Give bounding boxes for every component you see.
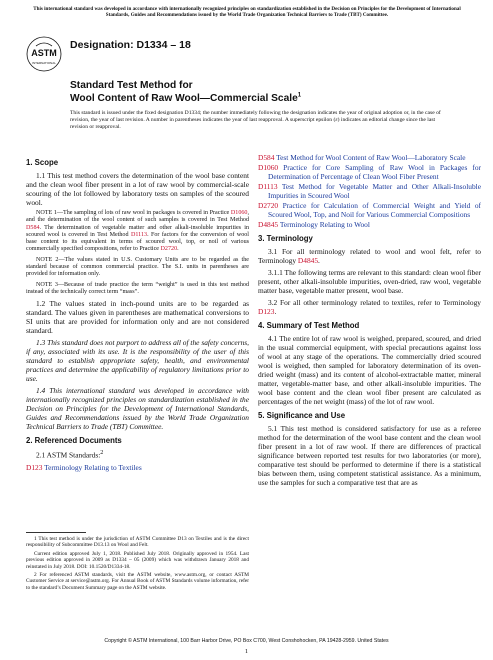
para-3-1-1: 3.1.1 The following terms are relevant to this standard: clean wool fiber present, other alkali-insoluble impurities, oven-dried, raw wool, vegetable matter base, vegetable matter present, wool base.: [258, 268, 481, 295]
left-column: [26, 153, 249, 473]
para-1-1: 1.1 This test method covers the determination of the wool base content and the clean wool fiber present in a lot of raw wool by commercial-scale scouring of the lot followed by laboratory tests on samples of the scoured wool.: [26, 171, 249, 207]
para-1-4: 1.4 This international standard was developed in accordance with internationally recognized principles on standardization established in the Decision on Principles for the Development of International Standards, Guides and Recommendations issued by the World Trade Organization Technical Barriers to Trade (TBT) Committee.: [26, 386, 249, 432]
heading-referenced-documents: 2. Referenced Documents: [26, 436, 122, 446]
note-1: NOTE 1—The sampling of lots of raw wool in packages is covered in Practice D1060, and the determination of the wool content of such samples is covered in Test Method D584. The determination of vegetable matter and other alkali-insoluble impurities in scoured wool is covered in Test Method D1113. For factors for the conversion of wool base content to its equivalent in terms of scoured wool, top, or noil of various commercially specified compositions, refer to Practice D2720.: [26, 210, 249, 253]
tbt-notice: This international standard was developed in accordance with internationally recognized principles on standardization established in the Decision on Principles for the Development of International Standards, Guides and Recommendations issued by the World Trade Organization Technical Barriers to Trade (TBT) Committee.: [33, 6, 461, 19]
svg-text:INTERNATIONAL: INTERNATIONAL: [32, 61, 56, 65]
page-number: 1: [244, 648, 249, 655]
para-1-3: 1.3 This standard does not purport to address all of the safety concerns, if any, associated with its use. It is the responsibility of the user of this standard to establish appropriate safety, health, and environmental practices and determine the applicability of regulatory limitations prior to use.: [26, 338, 249, 384]
astm-logo: [26, 36, 62, 72]
footnote-1b: Current edition approved July 1, 2018. Published July 2018. Originally approved in 1954. Last previous edition approved in 2009 as D1334 – 05 (2009) which was withdrawn January 2018 and reinstated in July 2018. DOI: 10.1520/D1334-18.: [26, 550, 249, 570]
footnote-2: 2 For referenced ASTM standards, visit the ASTM website, www.astm.org, or contact ASTM Customer Service at service@astm.org. For Annual Book of ASTM Standards volume information, refer to the standard’s Document Summary page on the ASTM website.: [26, 572, 249, 591]
para-2-1: 2.1 ASTM Standards:$^2$: [36, 450, 104, 460]
ref-d1060[interactable]: D1060 Practice for Core Sampling of Raw Wool in Packages for Determination of Percentage of Clean Wool Fiber Present: [258, 163, 481, 181]
footnotes: [26, 536, 249, 593]
para-4-1: 4.1 The entire lot of raw wool is weighed, prepared, scoured, and dried in the usual commercial equipment, with special precautions against loss of wool at any stage of the operations. The commercially dried scoured wool is weighed, then sampled for laboratory determination of its oven-dried weight (mass) and its content of alcohol-extractable matter, mineral matter, vegetable-matter base, and other alkali-insoluble impurities. The wool base content and the clean wool fiber present are calculated as percentages of the net weight (mass) of the lot of raw wool.: [258, 334, 481, 406]
para-3-2: 3.2 For all other terminology related to textiles, refer to Terminology D123.: [258, 298, 481, 316]
note-2: NOTE 2—The values stated in U.S. Customary Units are to be regarded as the standard because of common commercial practice. The S.I. units in parentheses are provided for information only.: [26, 256, 249, 278]
heading-significance: 5. Significance and Use: [258, 411, 346, 420]
title-line-2: Wool Content of Raw Wool—Commercial Scale$^1$: [70, 92, 302, 104]
ref-d123[interactable]: D123 Terminology Relating to Textiles: [26, 462, 142, 472]
copyright-footer: Copyright © ASTM International, 100 Barr Harbor Drive, PO Box C700, West Conshohocken, PA 19428-2959. United States: [104, 638, 389, 644]
issued-statement: This standard is issued under the fixed designation D1334; the number immediately following the designation indicates the year of original adoption or, in the case of revision, the year of last revision. A number in parentheses indicates the year of last reapproval. A superscript epsilon (ε) indicates an editorial change since the last revision or reapproval.: [70, 110, 441, 130]
para-3-1: 3.1 For all terminology related to wool and wool felt, refer to Terminology D4845.: [258, 247, 481, 265]
document-title: [70, 80, 301, 105]
link-d123[interactable]: D123: [258, 307, 275, 316]
note-3: NOTE 3—Because of trade practice the term “weight” is used in this test method instead of the technically correct term “mass”.: [26, 281, 249, 295]
ref-d584[interactable]: D584 Test Method for Wool Content of Raw Wool—Laboratory Scale: [258, 153, 466, 162]
ref-d2720[interactable]: D2720 Practice for Calculation of Commercial Weight and Yield of Scoured Wool, Top, and Noil for Various Commercial Compositions: [258, 201, 481, 219]
link-d1060[interactable]: D1060: [230, 210, 248, 216]
ref-d1113[interactable]: D1113 Test Method for Vegetable Matter and Other Alkali-Insoluble Impurities in Scoured Wool: [258, 182, 481, 200]
para-5-1: 5.1 This test method is considered satisfactory for use as a referee method for the determination of the wool base content and the clean wool fiber present in a lot of raw wool. If there are differences of practical significance between reported test results for two laboratories (or more), comparative test should be performed to determine if there is a statistical bias between them, using competent statistical assistance. As a minimum, use the samples for such a comparative test that are as: [258, 424, 481, 487]
heading-scope: 1. Scope: [26, 158, 59, 167]
footnote-1: 1 This test method is under the jurisdiction of ASTM Committee D13 on Textiles and is the direct responsibility of Subcommittee D13.13 on Wool and Felt.: [26, 536, 249, 549]
link-d4845[interactable]: D4845: [297, 256, 319, 265]
link-d2720[interactable]: D2720: [160, 246, 178, 253]
designation: Designation: D1334 – 18: [70, 39, 191, 51]
link-d1113[interactable]: D1113: [130, 231, 148, 238]
footnote-rule: [26, 532, 86, 533]
heading-summary: 4. Summary of Test Method: [258, 321, 360, 330]
right-column: [258, 153, 481, 490]
title-line-1: Standard Test Method for: [70, 80, 193, 91]
link-d584[interactable]: D584: [26, 224, 40, 231]
para-1-2: 1.2 The values stated in inch-pound units are to be regarded as standard. The values given in parentheses are mathematical conversions to SI units that are provided for information only and are not considered standard.: [26, 299, 249, 336]
svg-text:ASTM: ASTM: [31, 48, 57, 58]
title-footnote-mark: 1: [297, 92, 302, 99]
heading-terminology: 3. Terminology: [258, 234, 313, 243]
footnote-mark-2: 2: [100, 450, 104, 457]
ref-d4845[interactable]: D4845 Terminology Relating to Wool: [258, 220, 370, 229]
